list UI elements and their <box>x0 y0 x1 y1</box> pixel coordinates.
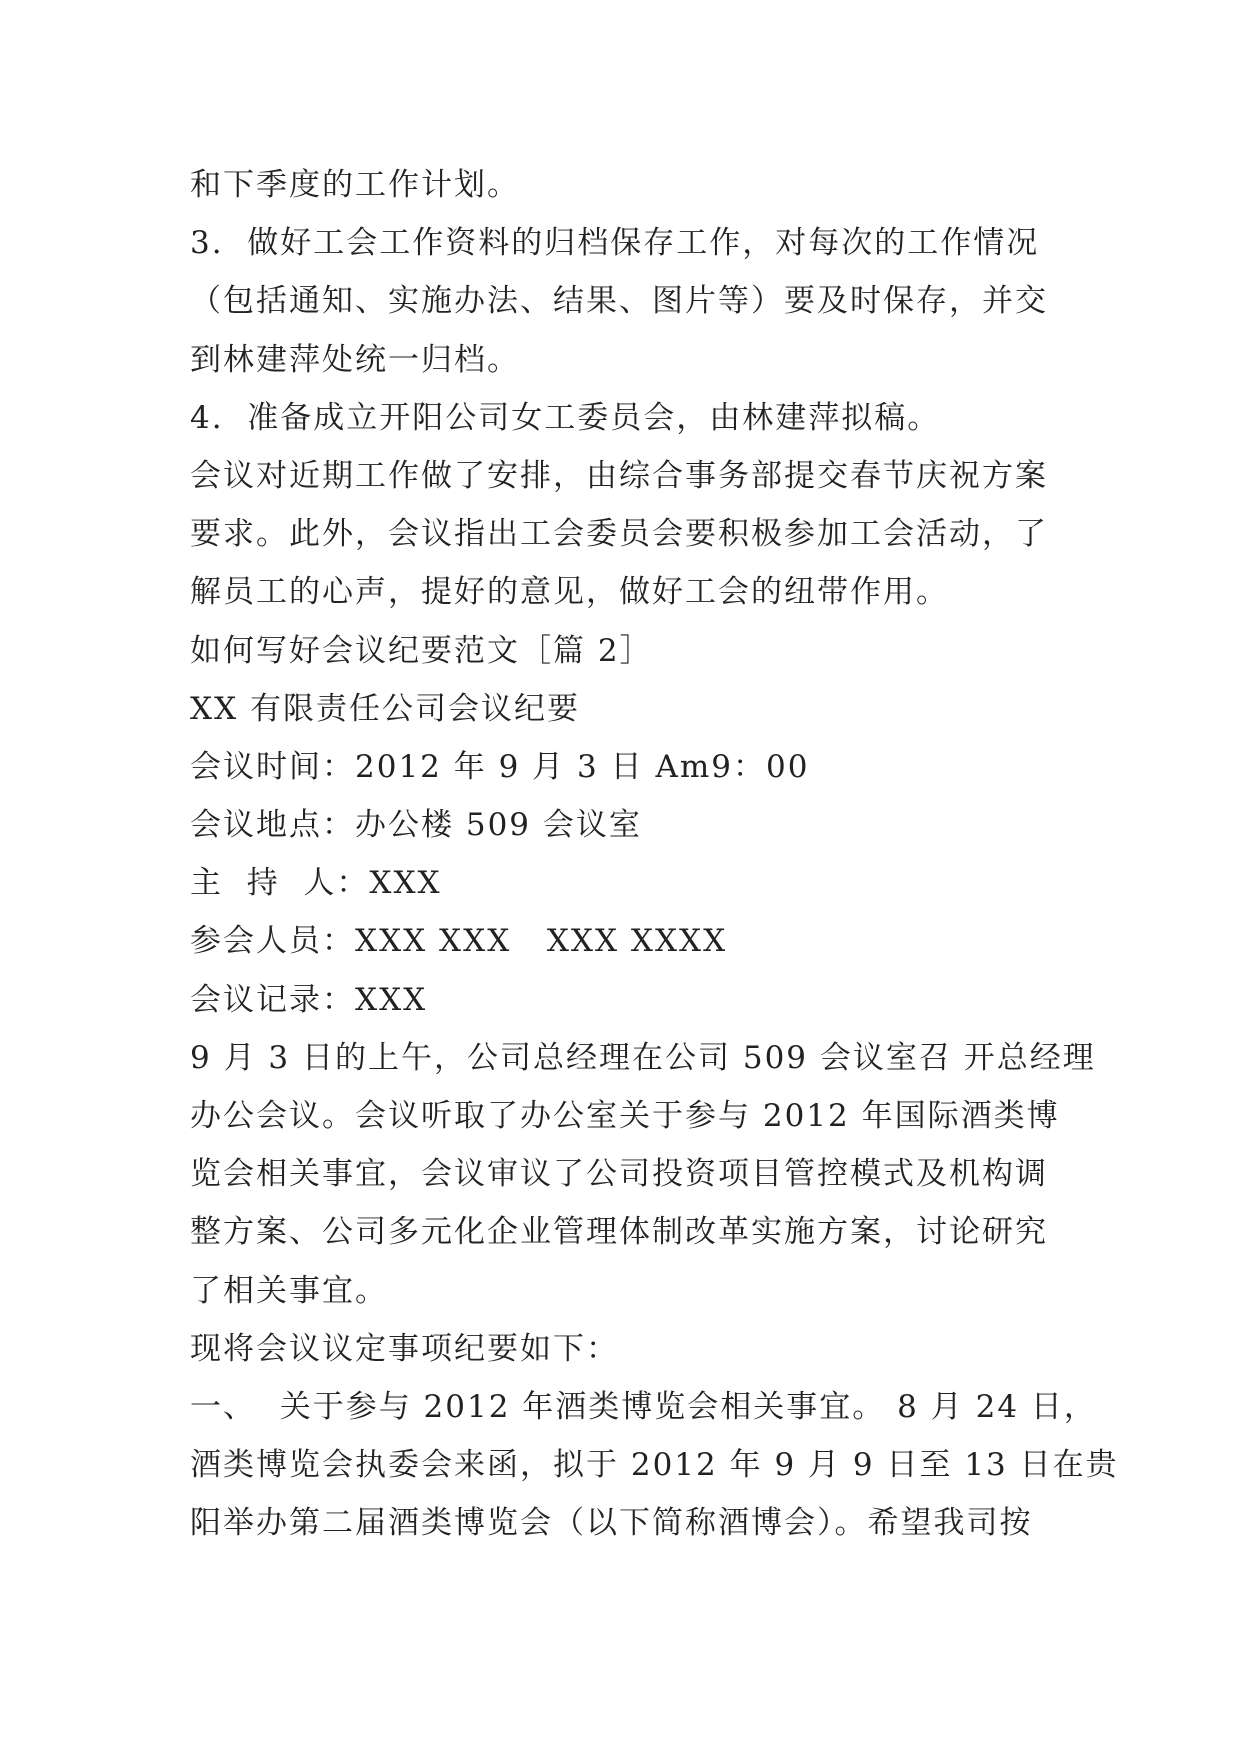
body-text-line: 9 月 3 日的上午，公司总经理在公司 509 会议室召 开总经理 <box>190 1039 1096 1076</box>
body-text-line: 解员工的心声，提好的意见，做好工会的纽带作用。 <box>190 574 949 611</box>
agenda-item-1-line: 阳举办第二届酒类博览会（以下简称酒博会）。希望我司按 <box>190 1505 1033 1542</box>
body-text-line: 办公会议。会议听取了办公室关于参与 2012 年国际酒类博 <box>190 1098 1060 1134</box>
body-text-line: 现将会议议定事项纪要如下： <box>190 1330 619 1367</box>
meeting-time-field: 会议时间：2012 年 9 月 3 日 Am9：00 <box>190 748 810 785</box>
meeting-host-field: 主 持 人：XXX <box>190 865 442 902</box>
list-item-4-line: 4. 准备成立开阳公司女工委员会，由林建萍拟稿。 <box>190 399 941 436</box>
body-text-line: 览会相关事宜，会议审议了公司投资项目管控模式及机构调 <box>190 1156 1048 1193</box>
list-item-3-line: 3. 做好工会工作资料的归档保存工作，对每次的工作情况 <box>190 225 1040 262</box>
body-text-line: 和下季度的工作计划。 <box>190 167 520 203</box>
body-text-line: 了相关事宜。 <box>190 1272 388 1309</box>
agenda-item-1-line: 酒类博览会执委会来函，拟于 2012 年 9 月 9 日至 13 日在贵 <box>190 1447 1119 1484</box>
meeting-location-field: 会议地点：办公楼 509 会议室 <box>190 807 642 844</box>
list-item-3-line: （包括通知、实施办法、结果、图片等）要及时保存，并交 <box>190 283 1048 320</box>
body-text-line: 要求。此外，会议指出工会委员会要积极参加工会活动，了 <box>190 516 1048 553</box>
section-heading: 如何写好会议纪要范文［篇 2］ <box>190 632 653 669</box>
body-text-line: 会议对近期工作做了安排，由综合事务部提交春节庆祝方案 <box>190 457 1048 494</box>
agenda-item-1-line: 一、 关于参与 2012 年酒类博览会相关事宜。 8 月 24 日， <box>190 1388 1097 1425</box>
document-body <box>190 156 1119 1553</box>
body-text-line: 整方案、公司多元化企业管理体制改革实施方案，讨论研究 <box>190 1214 1048 1251</box>
list-item-3-line: 到林建萍处统一归档。 <box>190 341 520 378</box>
minutes-title: XX 有限责任公司会议纪要 <box>190 690 580 727</box>
meeting-attendees-field: 参会人员：XXX XXX XXX XXXX <box>190 923 728 960</box>
meeting-recorder-field: 会议记录：XXX <box>190 981 428 1018</box>
